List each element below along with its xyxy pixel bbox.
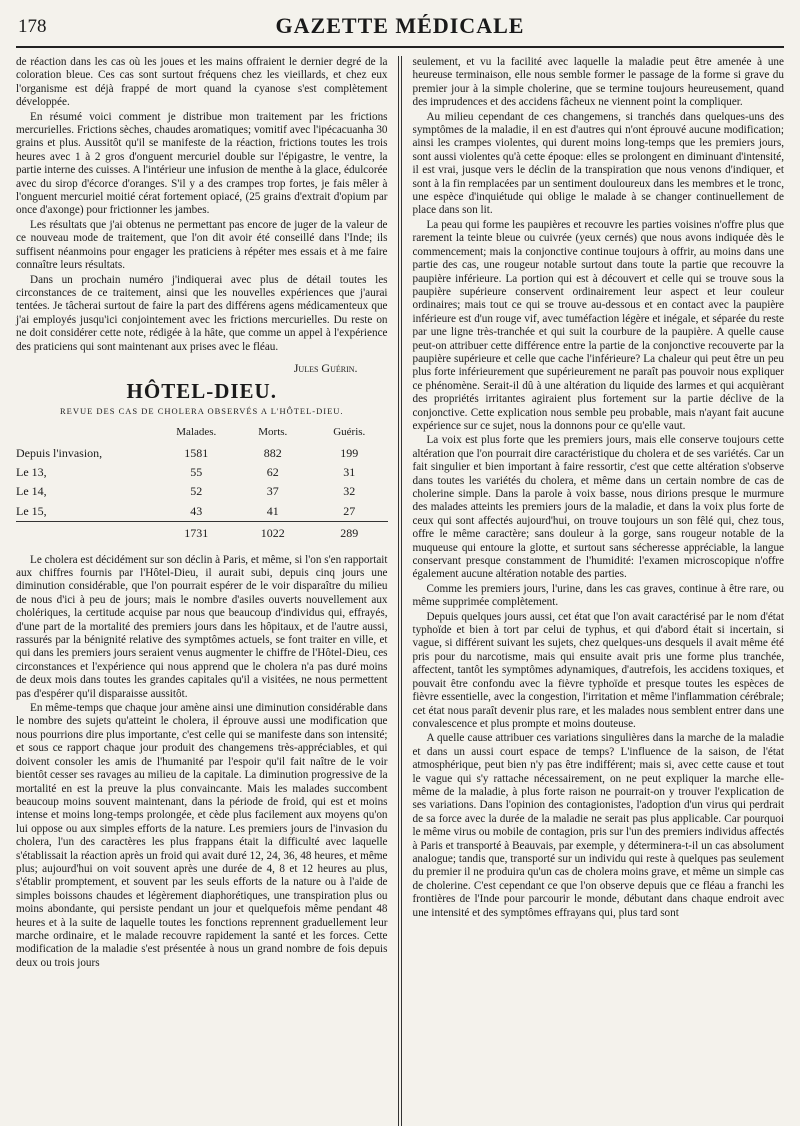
table-header: [16, 424, 158, 443]
table-cell: [16, 522, 158, 544]
table-cell: 1022: [235, 522, 311, 544]
paragraph: En résumé voici comment je distribue mon traitement par les frictions mercurielles. Frictions sèches, chaudes aromatiques; vomitif avec l'ipécacuanha 30 grains et plus. Aussitôt qu'il se manifeste de la réaction, frictions toutes les trois heures avec 1 à 2 gros d'onguent mercuriel double sur l'épigastre, le ventre, la partie interne des cuisses. A l'intérieur une infusion de menthe à la glace, édulcorée avec du sirop d'écorce d'oranges. S'il y a des crampes trop fortes, je fais mêler à l'onguent mercuriel moitié cérat fortement opiacé, (25 grains d'extrait d'opium par once d'axonge) pour frictionner les jambes.: [16, 110, 388, 217]
table-row: [16, 463, 388, 482]
table-cell: 62: [266, 464, 279, 479]
paragraph: Au milieu cependant de ces changemens, si tranchés dans quelques-uns des symptômes de la maladie, il en est d'autres qui n'ont éprouvé aucune modification; ainsi les crampes violentes, qui durent moins long-temps que les premiers jours, sont aussi violentes qu'à cette époque: elles se prolongent en diminuant d'intensité, il est vrai, jusque vers le déclin de la transpiration que nous venons d'indiquer, et sont à la fin remplacées par un sentiment douloureux dans les membres et le tronc, une espèce d'inquiétude qui oblige le malade à se changer continuellement de place dans son lit.: [412, 110, 784, 217]
table-cell: Le 14,: [16, 484, 47, 499]
table-cell: 31: [343, 464, 356, 479]
paragraph: En même-temps que chaque jour amène ainsi une diminution considérable dans le nombre des sujets qu'atteint le cholera, il éprouve aussi une modification que nous pourrions dire plus importante, c'est celle qui se manifeste dans son intensité; et sous ce rapport chaque jour produit des changemens très-appréciables, et qui doivent consoler les amis de l'humanité par l'espoir qu'il fait naître de le voir bientôt cesser ses ravages au milieu de la capitale. La diminution progressive de la mortalité en est la preuve la plus convaincante. Mais les malades succombent beaucoup moins souvent maintenant, dans la période de froid, qui est et moins intense et moins long-temps prolongée, et cède plus facilement aux moyens qu'on lui oppose ou aux simples efforts de la nature. Les premiers jours de l'invasion du cholera, l'un des caractères les plus frappans était la difficulté avec laquelle s'établissait la réaction après un froid qui avait duré 12, 24, 36, 48 heures, et même plus; aujourd'hui on voit souvent après une durée de 4, 8 et 12 heures au plus, s'établir promptement, et souvent par les seuls efforts de la nature ou à l'aide de simples boissons chaudes et légèrement diaphorétiques, une transpiration plus ou moins abondante, qui persiste pendant un jour et quelquefois même pendant 48 heures et à la suite de laquelle toutes les fonctions reprennent graduellement leur marche ordinaire, et le malade recouvre rapidement la santé et les forces. Cette modification de la maladie s'est présentée à nous un grand nombre de fois depuis deux ou trois jours: [16, 702, 388, 969]
column-divider: [398, 56, 403, 1126]
paragraph: La peau qui forme les paupières et recouvre les parties voisines n'offre plus que rarement la teinte bleue ou cuivrée (yeux cernés) que nous avons indiquée dès le commencement; mais la conjonctive continue toujours à offrir, au moins dans une partie des cas, une rougeur notable surtout dans toute la partie que recouvre la paupière inférieure. La portion qui est à découvert et celle qui se trouve sous la paupière supérieure conservent ordinairement leur aspect et leur couleur ordinaires; mais tout ce qui se trouve au-dessous et en contact avec la paupière inférieure est d'un rouge vif, avec tuméfaction légère et inégale, et séparée du reste par une ligne très-tranchée et qui suit la courbure de la paupière. A quelle cause peut-on attribuer cette différence entre la partie de la conjonctive recouverte par la paupière supérieure et celle que cache l'inférieure? La chaleur qui peut être un peu plus forte inférieurement que supérieurement ne paraît pas pouvoir nous expliquer ce phénomène. Serait-il dû à une altération du liquide des larmes et qui acquièrant des propriétés irritantes agiraient plus fortement sur la partie déclive de la conjonctive. Cette explication nous semble peu probable, mais n'ayant fait aucune expérience sur ce sujet, nous la donnons pour ce qu'elle vaut.: [412, 218, 784, 432]
paragraph: seulement, et vu la facilité avec laquelle la maladie peut être amenée à une heureuse terminaison, elle nous semble former le passage de la forme si grave du premier jour à la simple cholerine, que se termine toujours heureusement, quand des imprudences et des accidens fâcheux ne viennent point la compliquer.: [412, 56, 784, 109]
page-header: [16, 6, 784, 48]
table-cell: Depuis l'invasion,: [16, 445, 103, 460]
table-header: Morts.: [258, 426, 288, 439]
paragraph: Les résultats que j'ai obtenus ne permettant pas encore de juger de la valeur de ce nouveau mode de traitement, que l'on dit avoir été conseillé dans l'Inde; ils suffisent néanmoins pour engager les praticiens à répéter mes essais et à me faire connaître leurs résultats.: [16, 218, 388, 272]
section-title: HÔTEL-DIEU.: [126, 379, 277, 404]
paragraph: Dans un prochain numéro j'indiquerai avec plus de détail toutes les circonstances de ce traitement, ainsi que les nouvelles expériences que j'aurai tentées. Je tâcherai surtout de faire la part des différens agens médicamenteux que j'ai employés jusqu'ici conjointement avec les frictions mercurielles. Du reste on ne doit considérer cette note, rédigée à la hâte, que comme un appel à l'expérience des praticiens qui sont maintenant aux prises avec le fléau.: [16, 273, 388, 353]
paragraph: Comme les premiers jours, l'urine, dans les cas graves, continue à être rare, ou même supprimée complètement.: [412, 582, 784, 609]
columns: [16, 56, 784, 1126]
table-cell: 1581: [184, 445, 209, 460]
table-cell: 37: [266, 484, 279, 499]
table-header: Malades.: [176, 426, 217, 439]
table-total-row: [16, 522, 388, 544]
table-cell: 27: [343, 503, 356, 518]
table-cell: Le 15,: [16, 503, 47, 518]
table-cell: 1731: [158, 522, 234, 544]
cholera-stats-table: [16, 424, 388, 543]
paragraph: Depuis quelques jours aussi, cet état que l'on avait caractérisé par le nom d'état typhoïde et bien à tort par celui de typhus, et qui d'abord était si incertain, si vague, si différent suivant les sujets, chez quelques-uns desquels il avait même été pris pour du narcotisme, mais qui ensuite avait pris une forme plus tranchée, affectent, tantôt les symptômes adynamiques, d'autrefois, les accidens toxiques, et pouvait être confondu avec la fièvre typhoïde et presque toutes les espèces de fièvre essentielle, avec la congestion, l'irritation et même l'inflammation cérébrale; cet état nous paraît devenir plus rare, et les malades nous semblent entrer dans une convalescence et plus prompte et moins douteuse.: [412, 610, 784, 730]
table-cell: 289: [311, 522, 388, 544]
paragraph: Le cholera est décidément sur son déclin à Paris, et même, si l'on s'en rapportait aux chiffres fournis par l'Hôtel-Dieu, il aurait subi, depuis cinq jours une diminution considérable, que l'on pourrait espérer de le voir disparaître du milieu de nous d'ici à peu de jours; mais le nombre d'asiles ouverts nouvellement aux cholériques, la certitude acquise par nous que beaucoup d'individus qui, effrayés, d'une part de la mortalité des premiers jours dans les hôpitaux, et de l'autre aussi, rassurés par la bénignité relative des symptômes actuels, se font traiter en ville, et qui dans les premiers jours seraient venus augmenter le chiffre de l'Hôtel-Dieu, ces circonstances et l'expérience qui nous apprend que le cholera n'a pas duré moins de deux mois dans toutes les grandes capitales qu'il a visitées, ne nous permettent pas d'espérer qu'il disparaisse aussitôt.: [16, 553, 388, 700]
left-column: [16, 56, 388, 1126]
paragraph: de réaction dans les cas où les joues et les mains offraient le dernier degré de la coloration bleue. Ces cas sont surtout fréquens chez les vieillards, et chez eux l'organisme est déjà frappé de mort quand la cyanose s'est complètement développée.: [16, 56, 388, 109]
table-header-row: [16, 424, 388, 443]
right-column: [412, 56, 784, 1126]
table-row: [16, 482, 388, 501]
table-cell: 882: [263, 445, 282, 460]
table-cell: Le 13,: [16, 464, 47, 479]
table-cell: 43: [190, 503, 203, 518]
table-row: [16, 502, 388, 522]
paragraph: A quelle cause attribuer ces variations singulières dans la marche de la maladie et dans un aussi court espace de temps? L'influence de la saison, de l'état atmosphérique, peut bien n'y pas être indifférent; mais si, avec cette cause et tout le vague qui s'y rattache nécessairement, on ne peut expliquer la marche elle-même de la maladie, à plus forte raison ne pourrait-on y trouver l'explication de ses variations. Dans l'opinion des contagionistes, l'adoption d'un virus qui perdrait de sa force avec la durée de la maladie ne serait pas plus applicable. Car pourquoi le même virus ou mobile de contagion, pris sur l'un des premiers individus affectés à Paris et transporté à Beauvais, par exemple, y déterminera-t-il un cas absolument analogue; tandis que, transporté sur un individu qui reste à quelques pas seulement du premier il ne produira qu'un cas de cholera moins grave, et même un simple cas de cholerine. C'est cependant ce que l'on observe depuis que ce fléau a franchi les frontières de l'Inde pour parcourir le monde, débutant dans chaque endroit avec une intensité et des symptômes effrayans qui, plus tard sont: [412, 732, 784, 919]
author-signature: Jules Guérin.: [293, 360, 358, 375]
table-cell: 52: [190, 484, 203, 499]
section-subtitle: REVUE DES CAS DE CHOLERA OBSERVÉS A L'HÔTEL-DIEU.: [59, 405, 344, 416]
table-header: Guéris.: [333, 426, 366, 439]
journal-title: GAZETTE MÉDICALE: [275, 13, 525, 38]
table-cell: 199: [340, 445, 359, 460]
table-cell: 41: [266, 503, 279, 518]
table-cell: 32: [343, 484, 356, 499]
table-row: [16, 444, 388, 463]
table-cell: 55: [190, 464, 203, 479]
page-number: 178: [18, 16, 47, 37]
paragraph: La voix est plus forte que les premiers jours, mais elle conserve toujours cette altération que l'on pourrait dire caractéristique du cholera et de ses variétés. Car un fait singulier et bien important à faire ressortir, c'est que cette altération s'observe dans toutes les variétés du cholera, et même dans un certain nombre de cas de cholerine simple. Dans la parole à voix basse, nous dirions presque le murmure des malades atteints les premiers jours de la maladie, et dans la voix plus forte de ceux qui sont affectés aujourd'hui, on trouve toujours un son fêlé qui, chez tous, offre le même caractère; sans douleur à la gorge, sans rougeur notable de la muqueuse qui entoure la glotte, et surtout sans sécheresse appréciable, la langue conservant presque constamment de l'humidité: l'examen microscopique n'offre également aucune altération notable des parties.: [412, 434, 784, 581]
